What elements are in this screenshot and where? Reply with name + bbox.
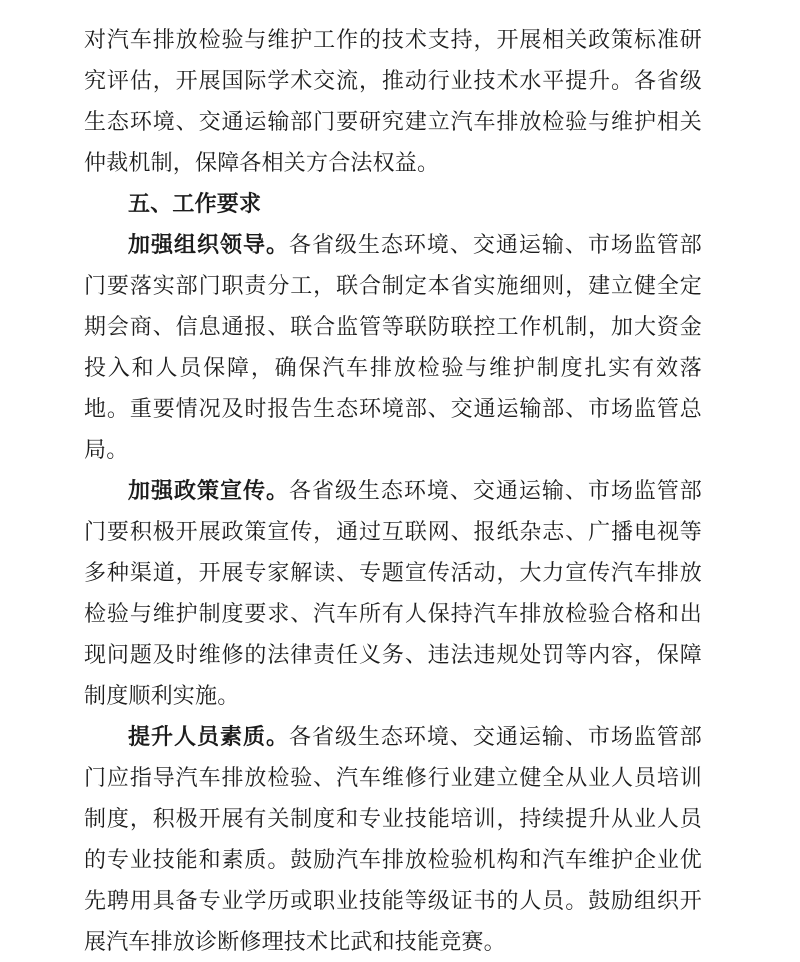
paragraph-lead-organization: 加强组织领导。 xyxy=(128,232,289,257)
paragraph-continuation: 对汽车排放检验与维护工作的技术支持，开展相关政策标准研究评估，开展国际学术交流，推动行业技术水平提升。各省级生态环境、交通运输部门要研究建立汽车排放检验与维护相关仲裁机制，保障各相关方合法权益。 xyxy=(84,27,702,175)
paragraph-body-publicity: 各省级生态环境、交通运输、市场监管部门要积极开展政策宣传，通过互联网、报纸杂志、广播电视等多种渠道，开展专家解读、专题宣传活动，大力宣传汽车排放检验与维护制度要求、汽车所有人保持汽车排放检验合格和出现问题及时维修的法律责任义务、违法违规处罚等内容，保障制度顺利实施。 xyxy=(84,478,703,708)
paragraph-improve-personnel xyxy=(84,716,702,962)
paragraph-strengthen-publicity xyxy=(84,470,702,716)
paragraph-lead-personnel: 提升人员素质。 xyxy=(128,724,289,749)
paragraph-body-personnel: 各省级生态环境、交通运输、市场监管部门应指导汽车排放检验、汽车维修行业建立健全从业人员培训制度，积极开展有关制度和专业技能培训，持续提升从业人员的专业技能和素质。鼓励汽车排放检验机构和汽车维护企业优先聘用具备专业学历或职业技能等级证书的人员。鼓励组织开展汽车排放诊断修理技术比武和技能竞赛。 xyxy=(84,724,703,954)
paragraph-body-organization: 各省级生态环境、交通运输、市场监管部门要落实部门职责分工，联合制定本省实施细则，建立健全定期会商、信息通报、联合监管等联防联控工作机制，加大资金投入和人员保障，确保汽车排放检验与维护制度扎实有效落地。重要情况及时报告生态环境部、交通运输部、市场监管总局。 xyxy=(84,232,703,462)
section-heading: 五、工作要求 xyxy=(128,191,262,216)
paragraph-strengthen-organization xyxy=(84,224,702,470)
paragraph-lead-publicity: 加强政策宣传。 xyxy=(128,478,289,503)
